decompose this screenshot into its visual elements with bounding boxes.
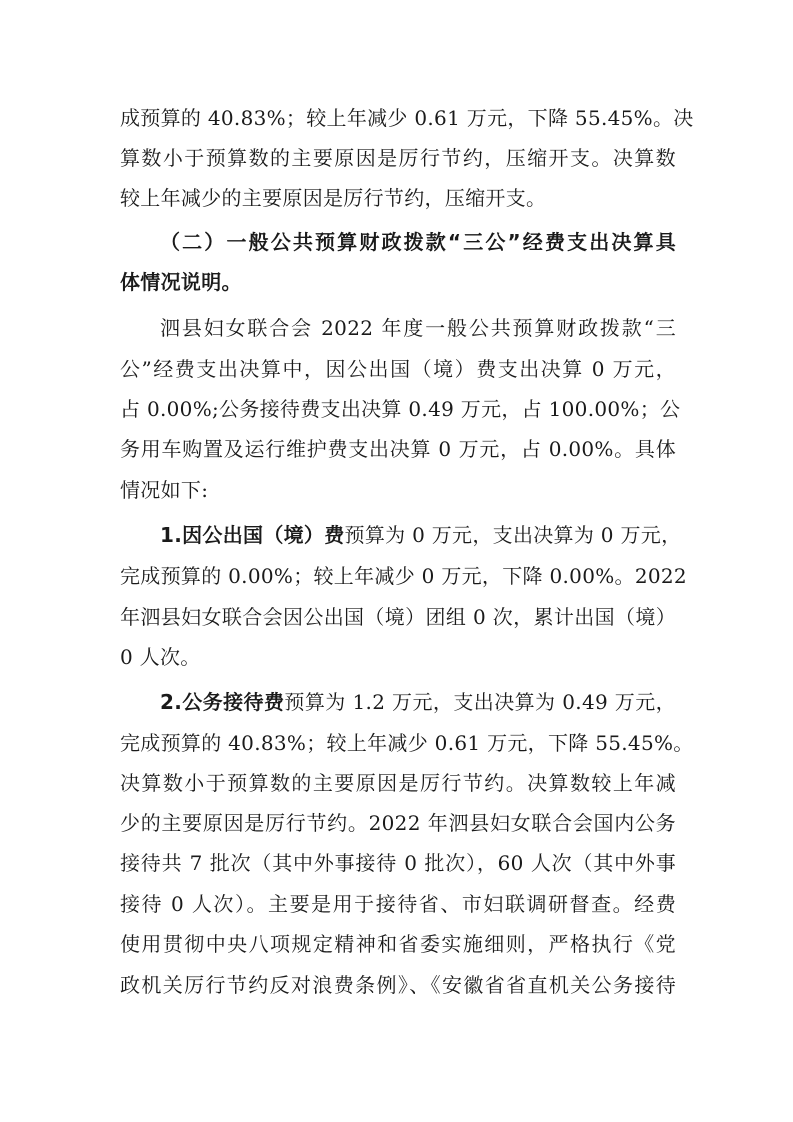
- item-1-text: 预算为 0 万元，支出决算为 0 万元，: [344, 523, 682, 547]
- section-heading-cont: 体情况说明。: [120, 270, 242, 294]
- item-1-label: 1.因公出国（境）费: [160, 523, 345, 547]
- text-line: 情况如下:: [120, 478, 209, 502]
- text-line: 接待共 7 批次（其中外事接待 0 批次），60 人次（其中外事: [120, 851, 676, 875]
- text-line: 政机关厉行节约反对浪费条例》、《安徽省省直机关公务接待: [120, 973, 676, 997]
- text-line: 务用车购置及运行维护费支出决算 0 万元，占 0.00%。具体: [120, 437, 676, 461]
- text-line: 较上年减少的主要原因是厉行节约，压缩开支。: [120, 186, 547, 210]
- text-line: 算数小于预算数的主要原因是厉行节约，压缩开支。决算数: [120, 146, 676, 170]
- item-2-line: [160, 685, 676, 719]
- text-line: 使用贯彻中央八项规定精神和省委实施细则，严格执行《党: [120, 932, 676, 956]
- text-line: 成预算的 40.83%；较上年减少 0.61 万元，下降 55.45%。决: [120, 106, 694, 130]
- text-line: 公”经费支出决算中，因公出国（境）费支出决算 0 万元，: [120, 357, 676, 381]
- text-line: 占 0.00%;公务接待费支出决算 0.49 万元，占 100.00%；公: [120, 397, 681, 421]
- item-1-line: [160, 518, 682, 552]
- text-line: 决算数小于预算数的主要原因是厉行节约。决算数较上年减: [120, 771, 676, 795]
- item-2-text: 预算为 1.2 万元，支出决算为 0.49 万元，: [284, 690, 676, 714]
- text-line: 0 人次。: [120, 645, 201, 669]
- text-line: 完成预算的 0.00%；较上年减少 0 万元，下降 0.00%。2022: [120, 564, 687, 588]
- text-line: 完成预算的 40.83%；较上年减少 0.61 万元，下降 55.45%。: [120, 731, 694, 755]
- text-line: 泗县妇女联合会 2022 年度一般公共预算财政拨款“三: [160, 316, 676, 340]
- text-line: 少的主要原因是厉行节约。2022 年泗县妇女联合会国内公务: [120, 811, 676, 835]
- text-line: 年泗县妇女联合会因公出国（境）团组 0 次，累计出国（境）: [120, 605, 676, 629]
- section-heading: （二）一般公共预算财政拨款“三公”经费支出决算具: [160, 230, 676, 254]
- item-2-label: 2.公务接待费: [160, 690, 285, 714]
- text-line: 接待 0 人次）。主要是用于接待省、市妇联调研督查。经费: [120, 892, 676, 916]
